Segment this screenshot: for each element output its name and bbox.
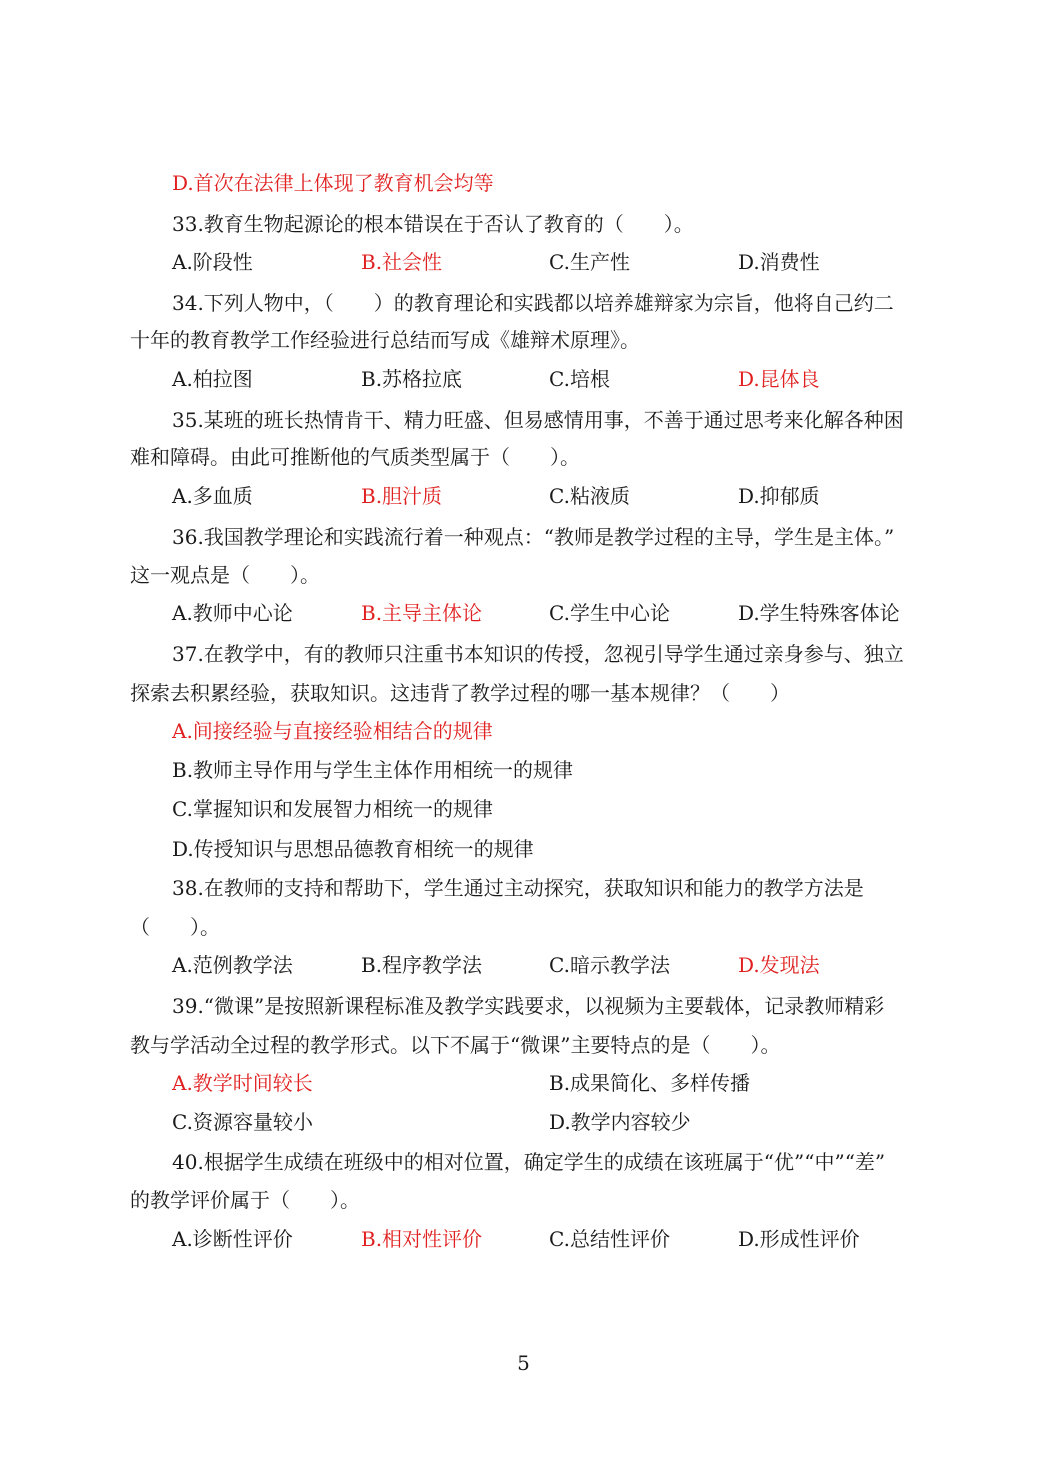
q33-option-b-answer: B.社会性 xyxy=(361,250,443,274)
q40-option-c: C.总结性评价 xyxy=(549,1227,670,1251)
q37-option-c: C.掌握知识和发展智力相统一的规律 xyxy=(172,797,493,821)
question-35-stem-line1: 35.某班的班长热情肯干、精力旺盛、但易感情用事，不善于通过思考来化解各种困 xyxy=(172,408,904,432)
q39-option-c: C.资源容量较小 xyxy=(172,1110,313,1134)
q38-option-d-answer: D.发现法 xyxy=(738,953,820,977)
question-36-stem-line1: 36.我国教学理论和实践流行着一种观点：“教师是教学过程的主导，学生是主体。” xyxy=(172,525,895,549)
question-33-stem: 33.教育生物起源论的根本错误在于否认了教育的（ ）。 xyxy=(172,212,694,236)
question-38-stem-line1: 38.在教师的支持和帮助下，学生通过主动探究，获取知识和能力的教学方法是 xyxy=(172,876,864,900)
q35-option-c: C.粘液质 xyxy=(549,484,630,508)
question-34-stem-line1: 34.下列人物中，（ ）的教育理论和实践都以培养雄辩家为宗旨，他将自己约二 xyxy=(172,291,894,315)
question-40-stem-line2: 的教学评价属于（ ）。 xyxy=(130,1188,360,1212)
q33-option-a: A.阶段性 xyxy=(172,250,253,274)
question-34-stem-line2: 十年的教育教学工作经验进行总结而写成《雄辩术原理》。 xyxy=(130,328,640,352)
q33-option-d: D.消费性 xyxy=(738,250,820,274)
q37-option-a-answer: A.间接经验与直接经验相结合的规律 xyxy=(172,719,493,743)
q39-option-d: D.教学内容较少 xyxy=(549,1110,691,1134)
q35-option-b-answer: B.胆汁质 xyxy=(361,484,443,508)
question-39-stem-line2: 教与学活动全过程的教学形式。以下不属于“微课”主要特点的是（ ）。 xyxy=(130,1033,781,1057)
q39-option-b: B.成果简化、多样传播 xyxy=(549,1071,751,1095)
q34-option-c: C.培根 xyxy=(549,367,610,391)
q38-option-b: B.程序教学法 xyxy=(361,953,483,977)
question-39-stem-line1: 39.“微课”是按照新课程标准及教学实践要求，以视频为主要载体，记录教师精彩 xyxy=(172,994,885,1018)
q40-option-b-answer: B.相对性评价 xyxy=(361,1227,483,1251)
q34-option-b: B.苏格拉底 xyxy=(361,367,463,391)
q37-option-d: D.传授知识与思想品德教育相统一的规律 xyxy=(172,837,534,861)
question-38-stem-line2: （ ）。 xyxy=(130,915,220,939)
q40-option-a: A.诊断性评价 xyxy=(172,1227,293,1251)
q36-option-a: A.教师中心论 xyxy=(172,601,293,625)
q34-option-a: A.柏拉图 xyxy=(172,367,253,391)
q38-option-a: A.范例教学法 xyxy=(172,953,293,977)
q34-option-d-answer: D.昆体良 xyxy=(738,367,820,391)
q36-option-b-answer: B.主导主体论 xyxy=(361,601,483,625)
q38-option-c: C.暗示教学法 xyxy=(549,953,670,977)
q35-option-d: D.抑郁质 xyxy=(738,484,820,508)
q36-option-d: D.学生特殊客体论 xyxy=(738,601,900,625)
question-37-stem-line1: 37.在教学中，有的教师只注重书本知识的传授，忽视引导学生通过亲身参与、独立 xyxy=(172,642,904,666)
question-35-stem-line2: 难和障碍。由此可推断他的气质类型属于（ ）。 xyxy=(130,445,580,469)
option-d-answer: D.首次在法律上体现了教育机会均等 xyxy=(172,171,494,195)
q37-option-b: B.教师主导作用与学生主体作用相统一的规律 xyxy=(172,758,574,782)
question-40-stem-line1: 40.根据学生成绩在班级中的相对位置，确定学生的成绩在该班属于“优”“中”“差” xyxy=(172,1150,886,1174)
question-36-stem-line2: 这一观点是（ ）。 xyxy=(130,563,320,587)
q40-option-d: D.形成性评价 xyxy=(738,1227,860,1251)
q39-option-a-answer: A.教学时间较长 xyxy=(172,1071,313,1095)
q35-option-a: A.多血质 xyxy=(172,484,253,508)
question-37-stem-line2: 探索去积累经验，获取知识。这违背了教学过程的哪一基本规律？（ ） xyxy=(130,681,790,705)
q33-option-c: C.生产性 xyxy=(549,250,630,274)
q36-option-c: C.学生中心论 xyxy=(549,601,670,625)
page-number: 5 xyxy=(517,1351,530,1375)
